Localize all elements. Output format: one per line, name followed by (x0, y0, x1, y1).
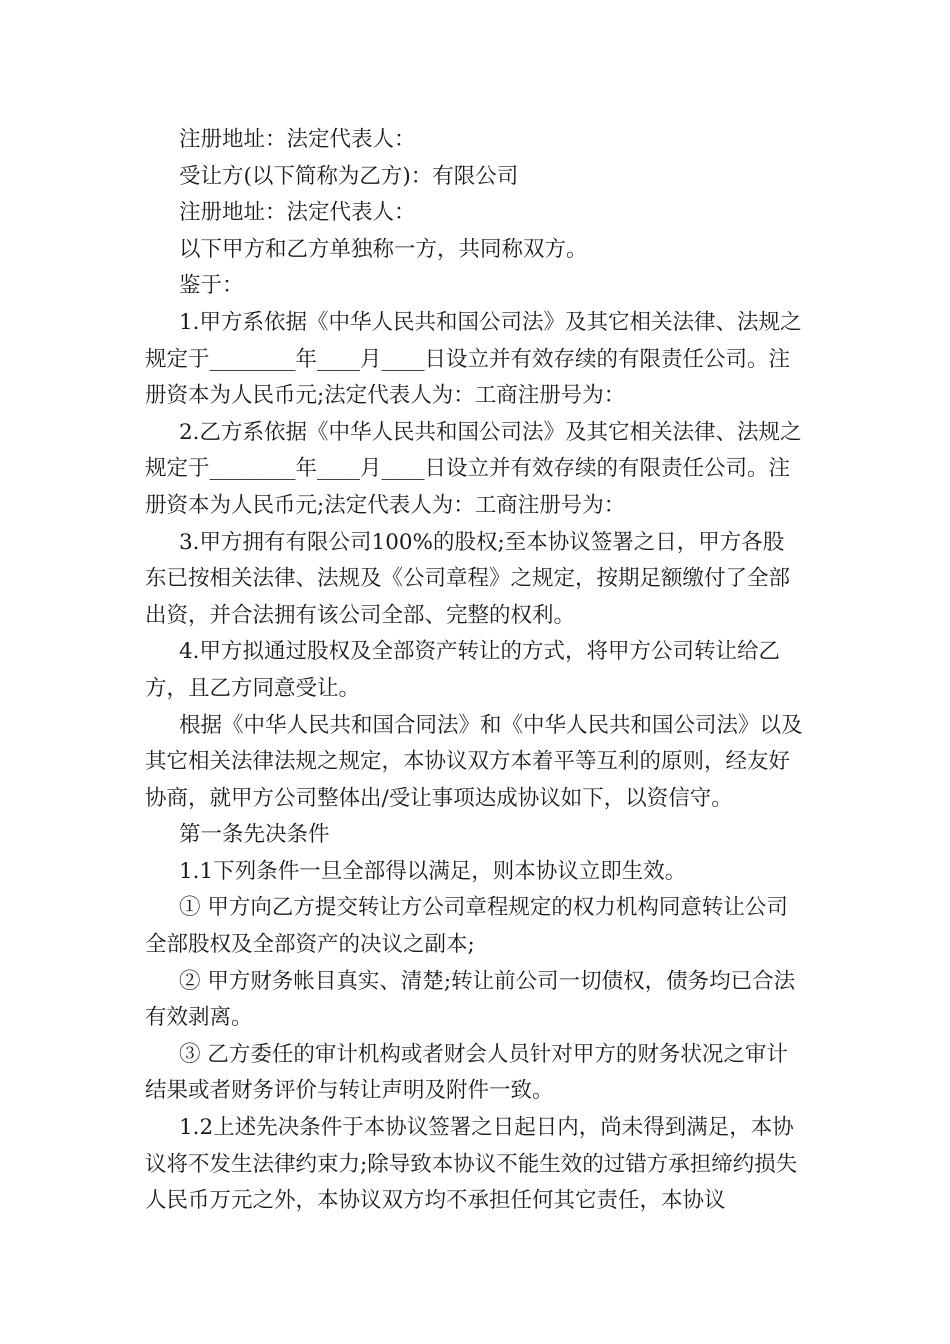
document-body (145, 122, 805, 1220)
paragraph-recital-3: 3.甲方拥有有限公司100%的股权;至本协议签署之日，甲方各股东已按相关法律、法规及《公司章程》之规定，按期足额缴付了全部出资，并合法拥有该公司全部、完整的权利。 (145, 529, 791, 628)
paragraph-recital-2: 2.乙方系依据《中华人民共和国公司法》及其它相关法律、法规之规定于________年____月____日设立并有效存续的有限责任公司。注册资本为人民币元;法定代表人为：工商注册号为： (145, 419, 802, 518)
paragraph-legal-basis: 根据《中华人民共和国合同法》和《中华人民共和国公司法》以及其它相关法律法规之规定，本协议双方本着平等互利的原则，经友好协商，就甲方公司整体出/受让事项达成协议如下，以资信守。 (145, 712, 803, 811)
paragraph-registered-address-2: 注册地址：法定代表人： (179, 200, 416, 226)
paragraph-clause-1-2: 1.2上述先决条件于本协议签署之日起日内，尚未得到满足，本协议将不发生法律约束力;除导致本协议不能生效的过错方承担缔约损失人民币万元之外，本协议双方均不承担任何其它责任，本协议 (145, 1115, 798, 1214)
paragraph-whereas: 鉴于： (179, 273, 244, 299)
paragraph-condition-1: ① 甲方向乙方提交转让方公司章程规定的权力机构同意转让公司全部股权及全部资产的决议之副本; (145, 895, 788, 958)
paragraph-recital-1: 1.甲方系依据《中华人民共和国公司法》及其它相关法律、法规之规定于________年____月____日设立并有效存续的有限责任公司。注册资本为人民币元;法定代表人为：工商注册号为： (145, 309, 802, 409)
paragraph-registered-address-1: 注册地址：法定代表人： (179, 127, 416, 152)
paragraph-parties-definition: 以下甲方和乙方单独称一方，共同称双方。 (179, 236, 588, 262)
paragraph-transferee: 受让方(以下简称为乙方)：有限公司 (179, 163, 519, 189)
section-heading-article-1: 第一条先决条件 (179, 822, 330, 848)
paragraph-condition-3: ③ 乙方委任的审计机构或者财会人员针对甲方的财务状况之审计结果或者财务评价与转让声明及附件一致。 (145, 1041, 788, 1104)
paragraph-clause-1-1: 1.1下列条件一旦全部得以满足，则本协议立即生效。 (179, 858, 687, 884)
paragraph-condition-2: ② 甲方财务帐目真实、清楚;转让前公司一切债权，债务均已合法有效剥离。 (145, 968, 796, 1031)
paragraph-recital-4: 4.甲方拟通过股权及全部资产转让的方式，将甲方公司转让给乙方，且乙方同意受让。 (145, 639, 781, 701)
